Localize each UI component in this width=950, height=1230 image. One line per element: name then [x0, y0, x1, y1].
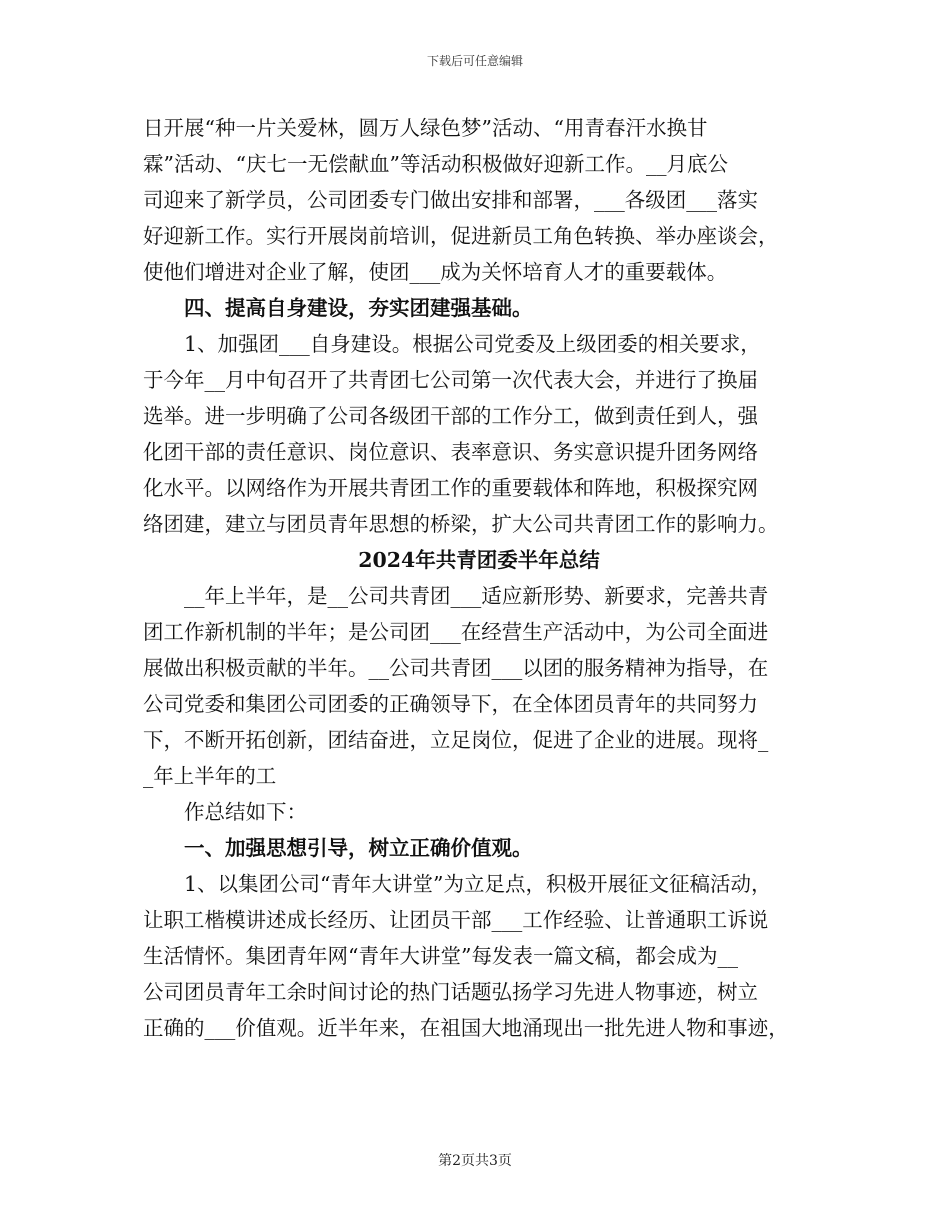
text-line: 化团干部的责任意识、岗位意识、表率意识、务实意识提升团务网络: [143, 440, 758, 464]
text-line: 生活情怀。集团青年网“青年大讲堂”每发表一篇文稿，都会成为__: [143, 944, 738, 968]
document-title: 2024年共青团委半年总结: [358, 548, 600, 572]
paragraph-start: 1、以集团公司“青年大讲堂”为立足点，积极开展征文征稿活动，: [184, 872, 772, 896]
text-line: 好迎新工作。实行开展岗前培训，促进新员工角色转换、举办座谈会，: [143, 224, 779, 248]
text-line: 于今年__月中旬召开了共青团七公司第一次代表大会，并进行了换届: [143, 368, 758, 392]
text-line: 络团建，建立与团员青年思想的桥梁，扩大公司共青团工作的影响力。: [143, 512, 779, 536]
document-body: [143, 110, 815, 1046]
text-line: 公司党委和集团公司团委的正确领导下，在全体团员青年的共同努力: [143, 692, 758, 716]
paragraph-start: 作总结如下：: [184, 800, 307, 824]
text-line: 下，不断开拓创新，团结奋进，立足岗位，促进了企业的进展。现将_: [143, 728, 769, 752]
text-line: _年上半年的工: [143, 764, 277, 788]
text-line: 司迎来了新学员，公司团委专门做出安排和部署，___各级团___落实: [143, 188, 758, 212]
text-line: 化水平。以网络作为开展共青团工作的重要载体和阵地，积极探究网: [143, 476, 758, 500]
text-line: 日开展“种一片关爱林，圆万人绿色梦”活动、“用青春汗水换甘: [143, 116, 708, 140]
text-line: 让职工楷模讲述成长经历、让团员干部___工作经验、让普通职工诉说: [143, 908, 769, 932]
text-line: 正确的___价值观。近半年来，在祖国大地涌现出一批先进人物和事迹，: [143, 1016, 789, 1040]
paragraph-start: 1、加强团___自身建设。根据公司党委及上级团委的相关要求，: [184, 332, 761, 356]
text-line: 团工作新机制的半年；是公司团___在经营生产活动中，为公司全面进: [143, 620, 769, 644]
section-heading: 四、提高自身建设，夯实团建强基础。: [184, 296, 533, 320]
text-line: 公司团员青年工余时间讨论的热门话题弘扬学习先进人物事迹，树立: [143, 980, 758, 1004]
text-line: 展做出积极贡献的半年。__公司共青团___以团的服务精神为指导，在: [143, 656, 769, 680]
page-header: 下载后可任意编辑: [426, 54, 523, 68]
paragraph-start: __年上半年，是__公司共青团___适应新形势、新要求，完善共青: [184, 584, 769, 608]
text-line: 选举。进一步明确了公司各级团干部的工作分工，做到责任到人，强: [143, 404, 758, 428]
section-heading: 一、加强思想引导，树立正确价值观。: [184, 836, 533, 860]
page-footer: 第2页共3页: [438, 1153, 512, 1169]
text-line: 使他们增进对企业了解，使团___成为关怀培育人才的重要载体。: [143, 260, 728, 284]
text-line: 霖”活动、“庆七一无偿献血”等活动积极做好迎新工作。__月底公: [143, 152, 728, 176]
